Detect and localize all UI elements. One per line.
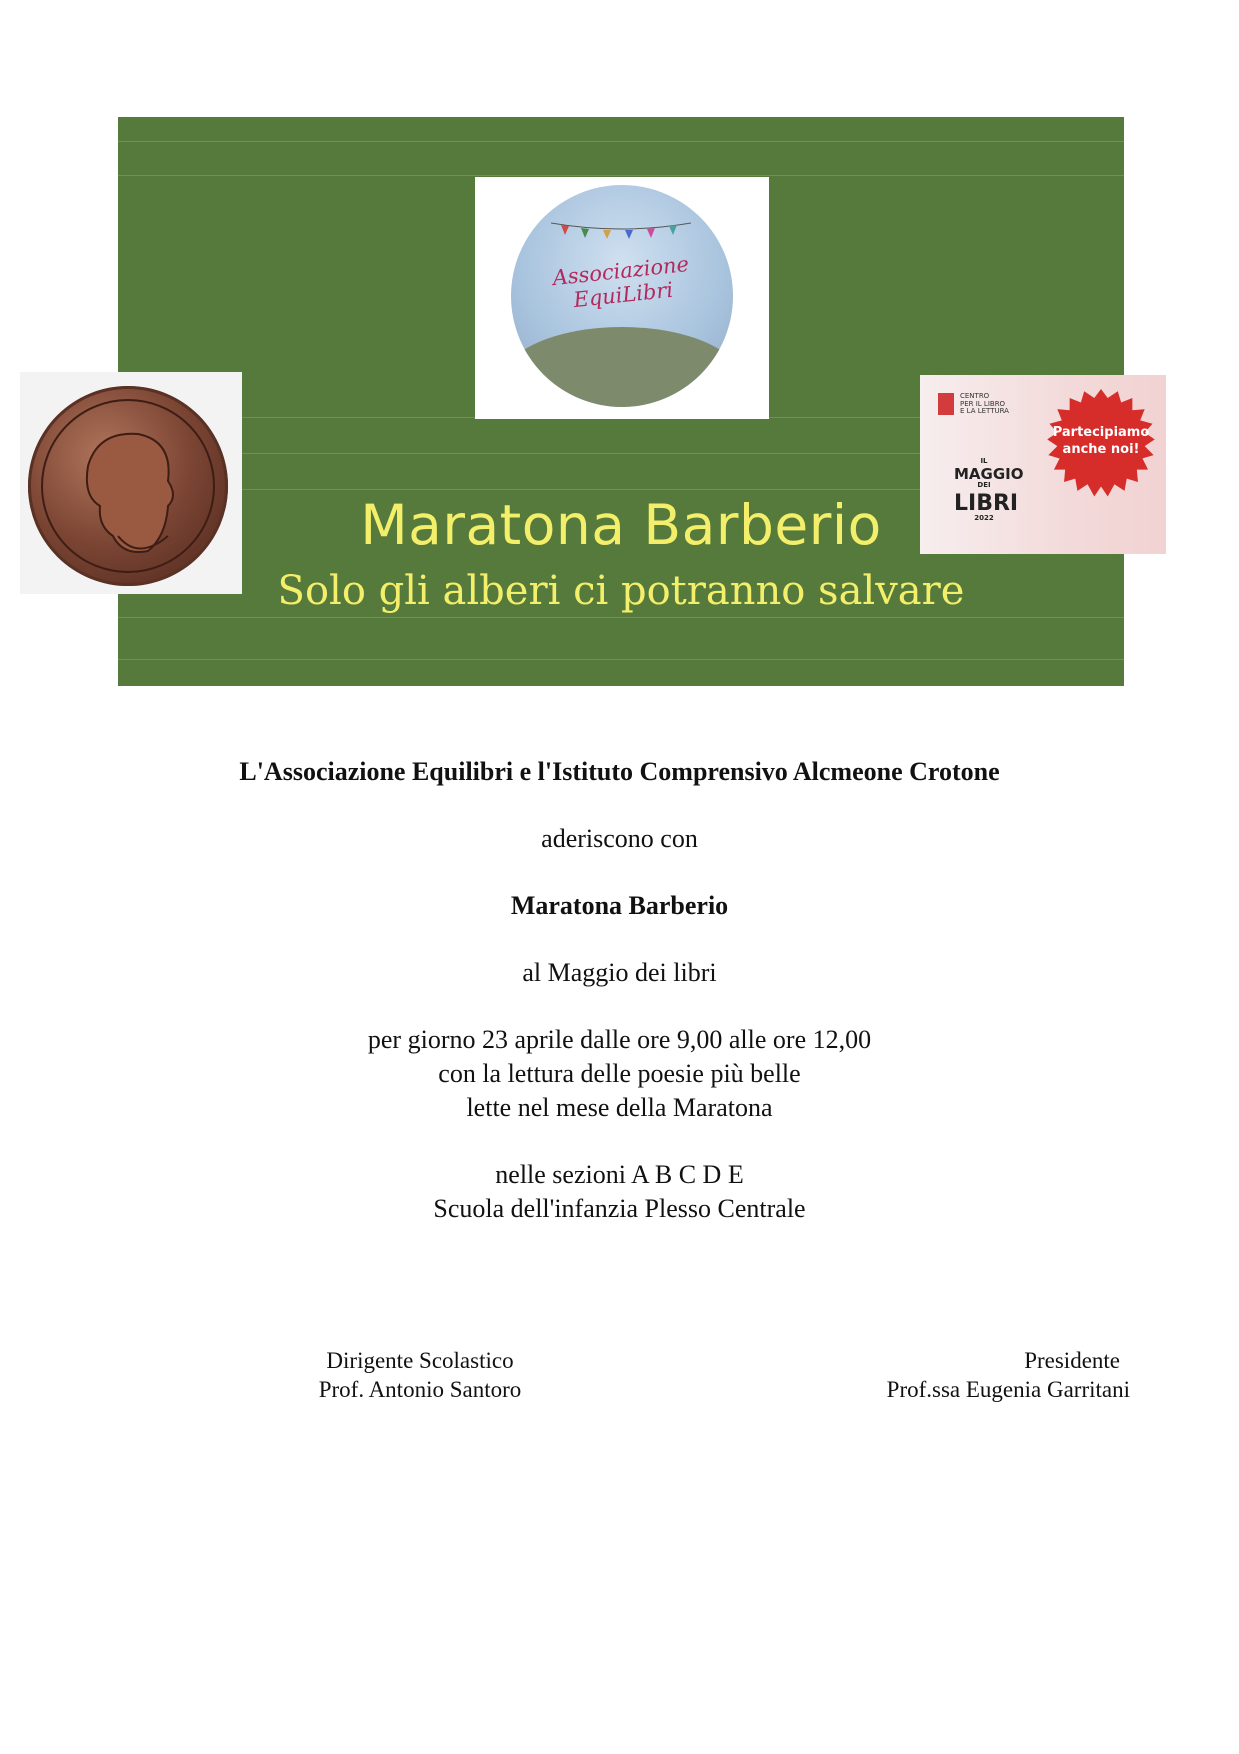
date-line: per giorno 23 aprile dalle ore 9,00 alle ore 12,00 (367, 1025, 872, 1054)
badge-line: Partecipiamo (1052, 425, 1150, 440)
right-name: Prof.ssa Eugenia Garritani (886, 1377, 1130, 1402)
badge-text (1045, 425, 1157, 459)
reading-line-2: lette nel mese della Maratona (466, 1093, 773, 1122)
logo-text: Associazione EquiLibri (551, 251, 691, 313)
badge-line: anche noi! (1062, 441, 1140, 457)
banner-stripe (118, 659, 1124, 660)
cdll-line: CENTRO (960, 392, 990, 400)
maggio-word: MAGGIO (954, 465, 1024, 483)
maggio-year: 2022 (974, 514, 994, 522)
reading-line-1: con la lettura delle poesie più belle (438, 1059, 801, 1088)
sections-line: nelle sezioni A B C D E (495, 1160, 744, 1189)
maggio-line: al Maggio dei libri (522, 958, 717, 987)
school-line: Scuola dell'infanzia Plesso Centrale (433, 1194, 806, 1223)
book-icon (938, 393, 954, 415)
cdll-line: PER IL LIBRO (960, 399, 1006, 408)
barberio-medal (20, 372, 242, 594)
banner-stripe (118, 175, 1124, 176)
banner-stripe (118, 617, 1124, 618)
logo-ground (511, 327, 733, 407)
event-name: Maratona Barberio (510, 891, 729, 920)
cdll-logo (938, 393, 1009, 416)
banner-subtitle: Solo gli alberi ci potranno salvare (277, 568, 965, 614)
maggio-il: IL (980, 457, 988, 465)
right-role: Presidente (1024, 1348, 1120, 1373)
signature-left (270, 1346, 570, 1404)
equilibri-logo (475, 177, 769, 419)
banner-title: Maratona Barberio (360, 493, 882, 557)
organizers-line: L'Associazione Equilibri e l'Istituto Comprensivo Alcmeone Crotone (239, 757, 1000, 786)
left-name: Prof. Antonio Santoro (318, 1377, 522, 1402)
maggio-libri: LIBRI (954, 491, 1019, 516)
left-role: Dirigente Scolastico (326, 1348, 514, 1373)
maggio-dei: DEI (977, 481, 991, 489)
bunting-icon (551, 221, 691, 241)
banner-stripe (118, 141, 1124, 142)
signature-right (850, 1346, 1130, 1404)
join-line: aderiscono con (541, 824, 698, 853)
logo-illustration (511, 185, 733, 407)
cdll-line: E LA LETTURA (960, 407, 1009, 416)
